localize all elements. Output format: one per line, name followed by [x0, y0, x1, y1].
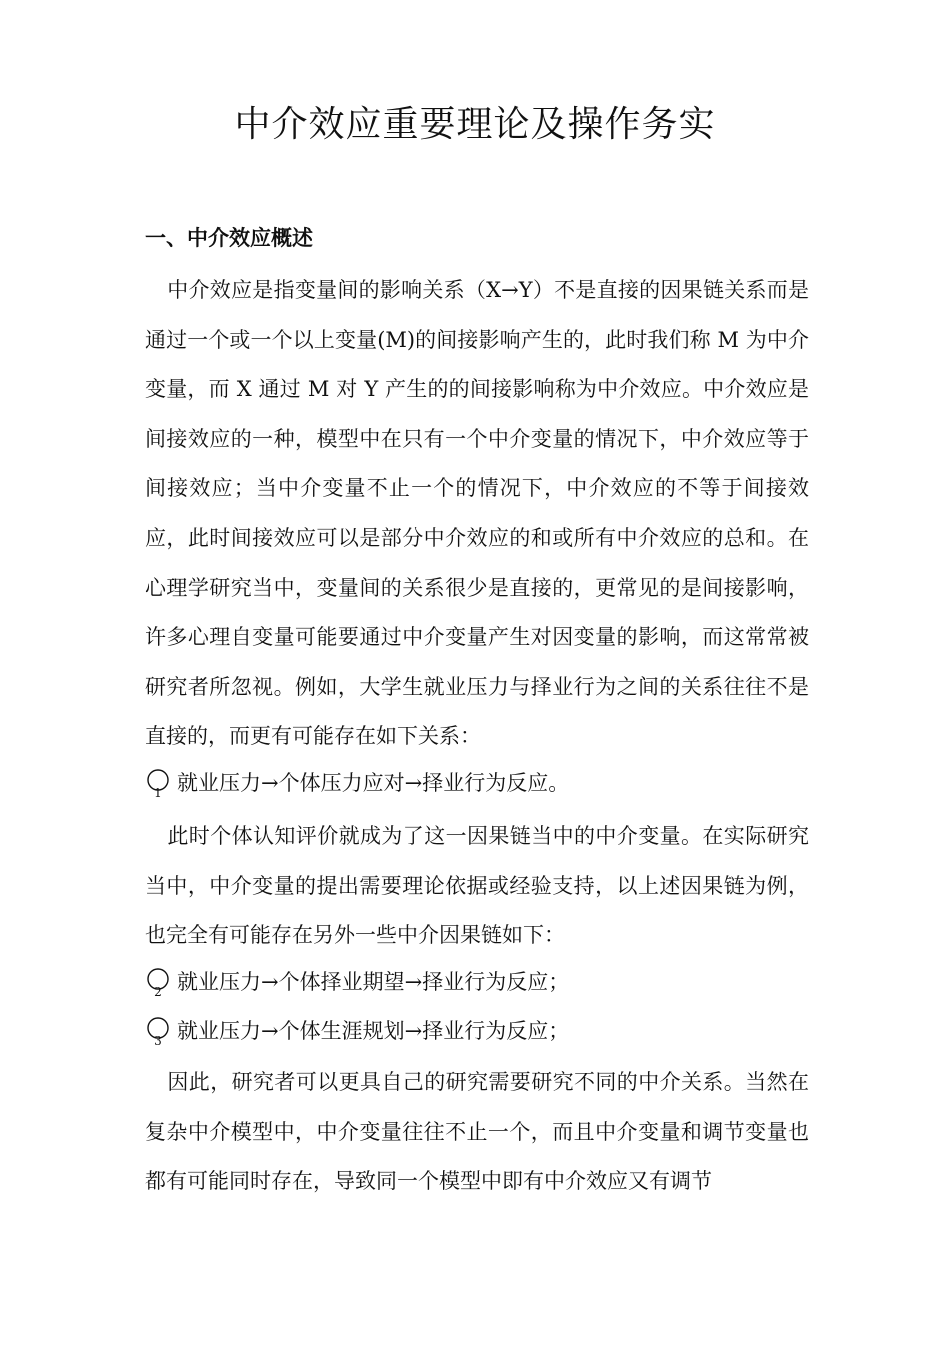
circled-number-1-icon	[145, 768, 175, 798]
paragraph-mediator-text: 此时个体认知评价就成为了这一因果链当中的中介变量。在实际研究当中，中介变量的提出需要理论依据或经验支持，以上述因果链为例，也完全有可能存在另外一些中介因果链如下：	[145, 824, 809, 948]
circled-number-3-label: 3	[154, 1034, 162, 1046]
document-title: 中介效应重要理论及操作务实	[234, 104, 716, 145]
circled-number-3-icon	[145, 1016, 175, 1046]
paragraph-intro	[145, 266, 809, 762]
causal-chain-3	[145, 1011, 815, 1051]
causal-chain-2-text: 就业压力→个体择业期望→择业行为反应；	[177, 970, 570, 994]
paragraph-conclusion	[145, 1058, 809, 1207]
causal-chain-2	[145, 962, 815, 1002]
causal-chain-1-text: 就业压力→个体压力应对→择业行为反应。	[177, 771, 570, 795]
causal-chain-1	[145, 763, 815, 803]
paragraph-mediator	[145, 812, 809, 961]
section-heading: 一、中介效应概述	[145, 225, 313, 250]
circled-number-1-label: 1	[154, 786, 162, 798]
circled-number-2-icon	[145, 967, 175, 997]
paragraph-intro-text: 中介效应是指变量间的影响关系（X→Y）不是直接的因果链关系而是通过一个或一个以上变量(M)的间接影响产生的，此时我们称 M 为中介变量，而 X 通过 M 对 Y 产生的的间接影响称为中介效应。中介效应是间接效应的一种，模型中在只有一个中介变量的情况下，中介效应等于间接效应；当中介变量不止一个的情况下，中介效应的不等于间接效应，此时间接效应可以是部分中介效应的和或所有中介效应的总和。在心理学研究当中，变量间的关系很少是直接的，更常见的是间接影响，许多心理自变量可能要通过中介变量产生对因变量的影响，而这常常被研究者所忽视。例如，大学生就业压力与择业行为之间的关系往往不是直接的，而更有可能存在如下关系：	[145, 278, 809, 749]
paragraph-conclusion-text: 因此，研究者可以更具自己的研究需要研究不同的中介关系。当然在复杂中介模型中，中介变量往往不止一个，而且中介变量和调节变量也都有可能同时存在，导致同一个模型中即有中介效应又有调节	[145, 1070, 809, 1194]
causal-chain-3-text: 就业压力→个体生涯规划→择业行为反应；	[177, 1019, 570, 1043]
circled-number-2-label: 2	[154, 985, 162, 997]
